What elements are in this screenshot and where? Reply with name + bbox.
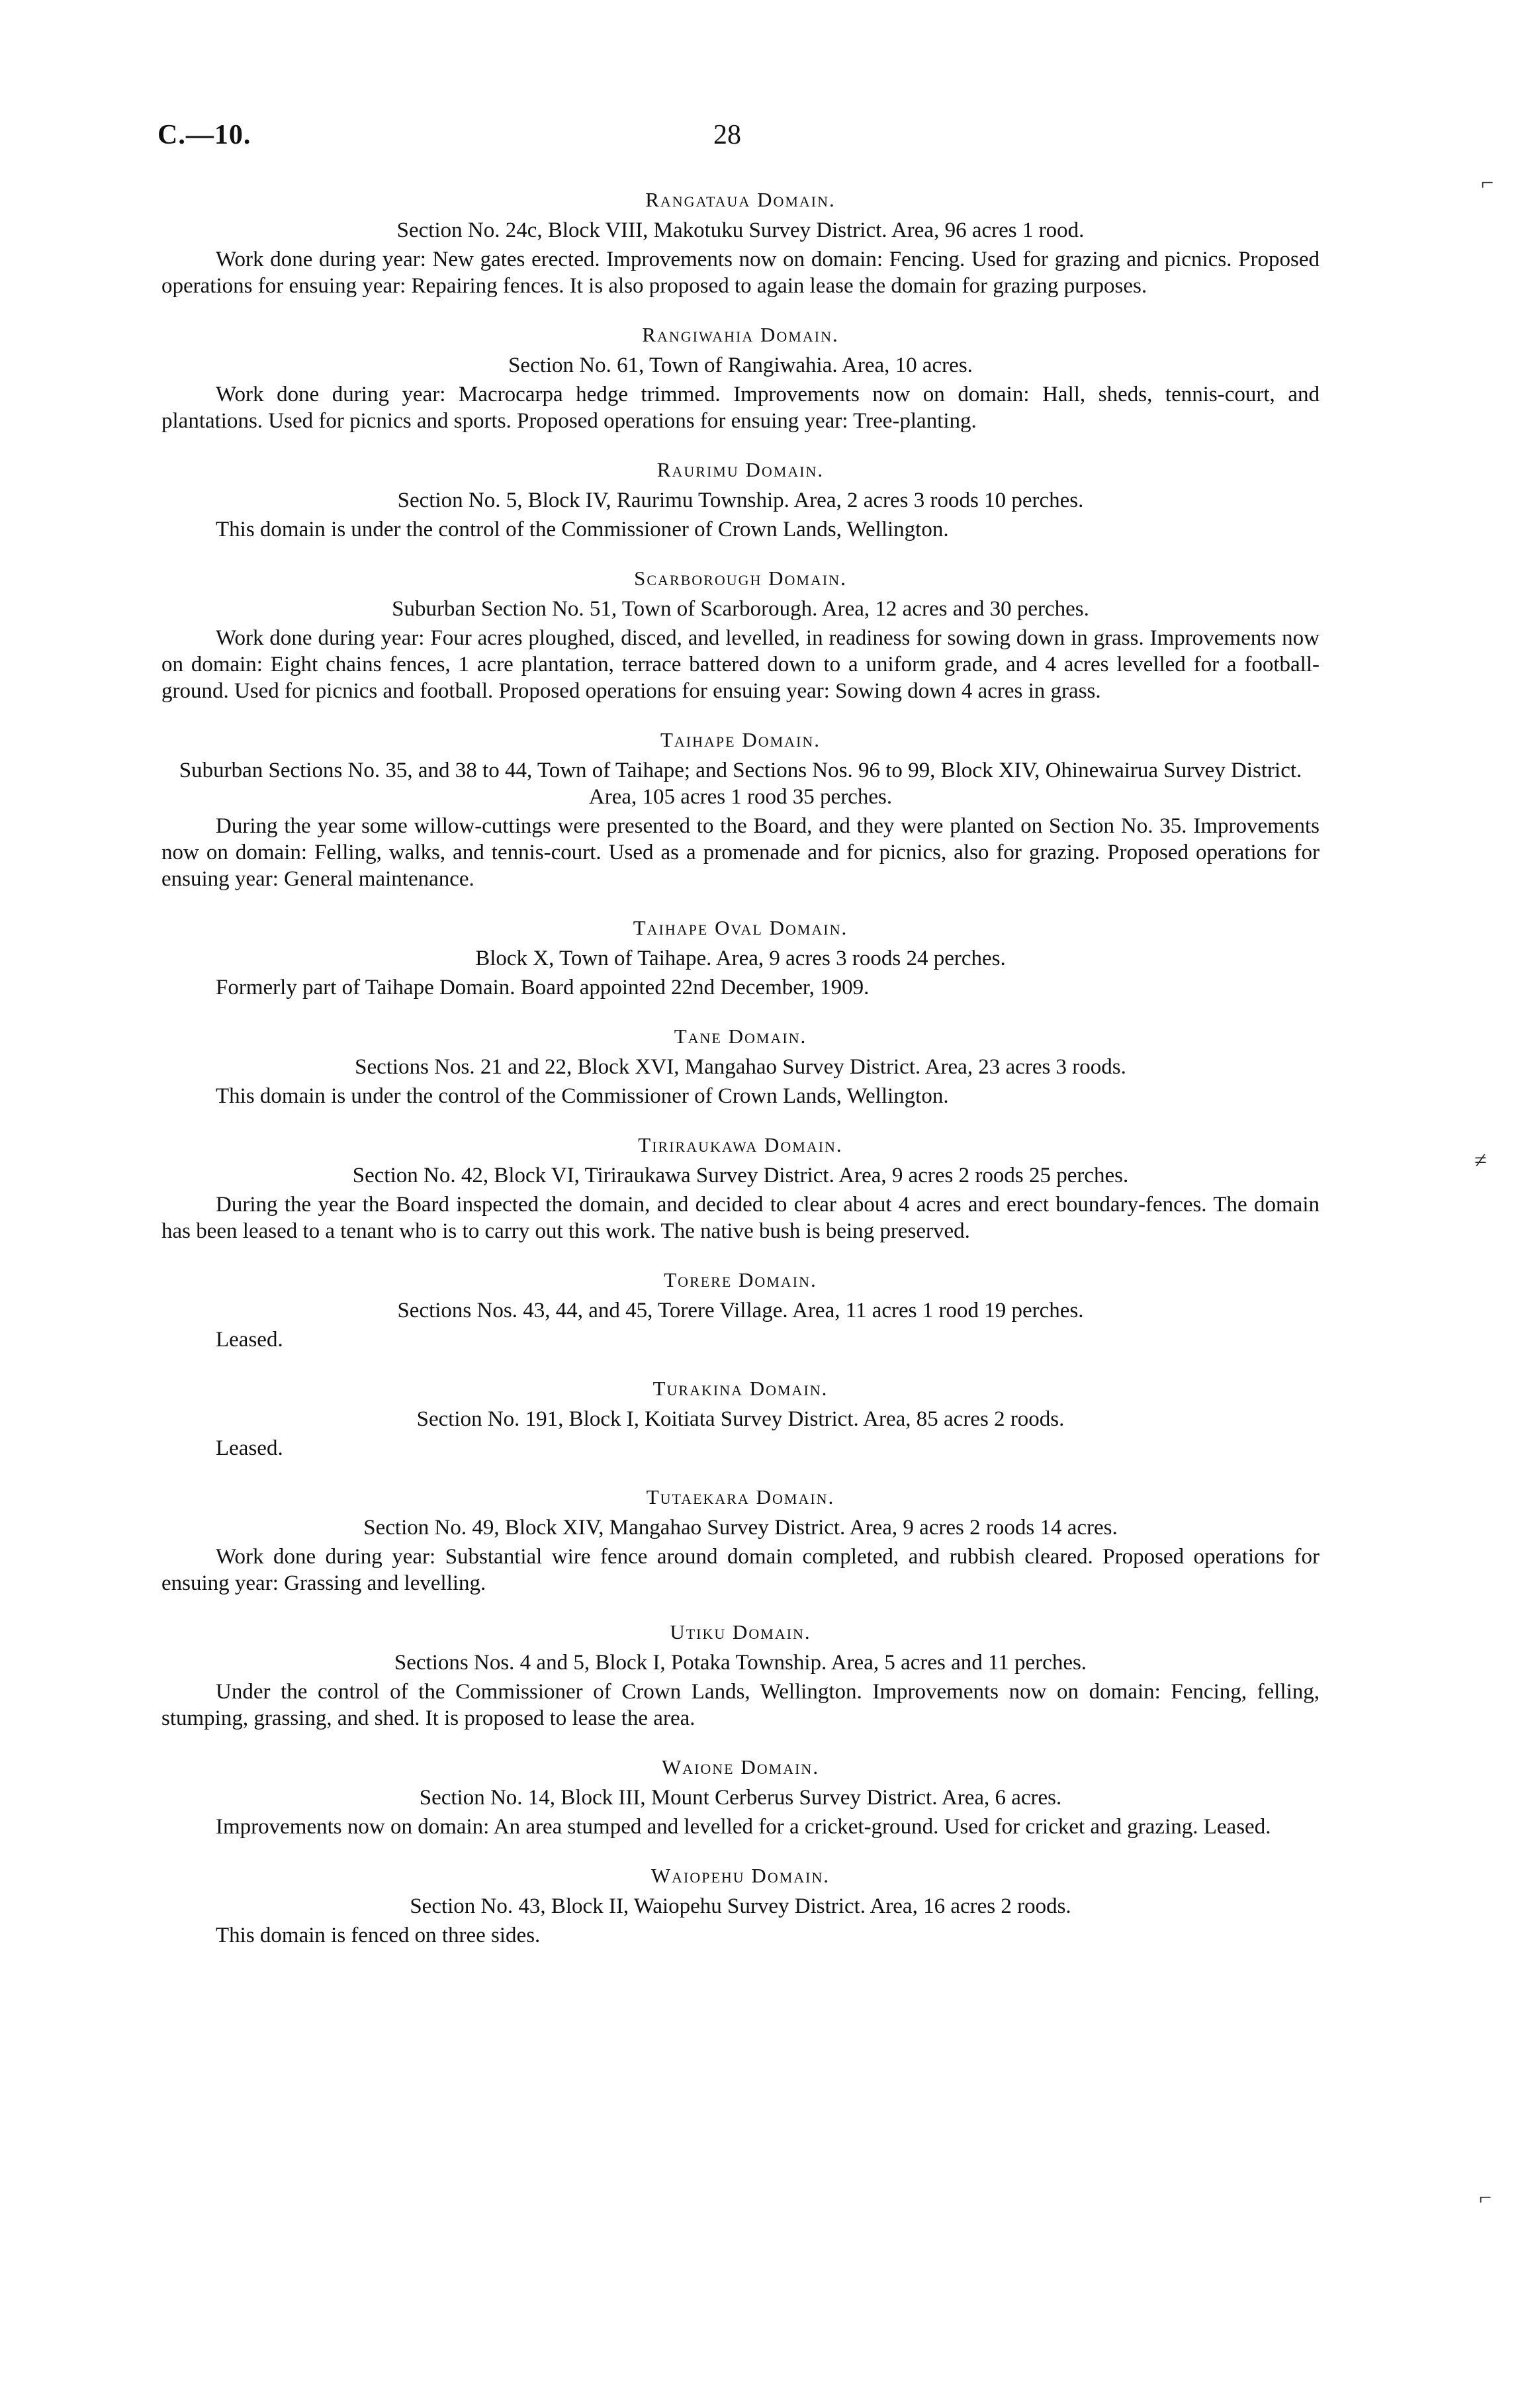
domain-section-line: Section No. 49, Block XIV, Mangahao Survey District. Area, 9 acres 2 roods 14 acres.: [363, 1516, 1118, 1540]
margin-mark: ⌐: [1479, 2186, 1492, 2210]
domain-paragraph: Work done during year: New gates erected. Improvements now on domain: Fencing. Used for grazing and picnics. Proposed operations for ensuing year: Repairing fences. It is also proposed to again lease the domain for grazing purposes.: [161, 248, 1320, 298]
domain-paragraph: Leased.: [216, 1436, 283, 1460]
domain-title: Rangataua Domain.: [645, 188, 836, 211]
domain-paragraph: Work done during year: Four acres ploughed, disced, and levelled, in readiness for sowing down in grass. Improvements now on domain: Eight chains fences, 1 acre plantation, terrace battered down to a uniform grade, and 4 acres levelled for a football-ground. Used for picnics and football. Proposed operations for ensuing year: Sowing down 4 acres in grass.: [161, 626, 1320, 703]
domain-paragraph: Improvements now on domain: An area stumped and levelled for a cricket-ground. Used for cricket and grazing. Leased.: [216, 1815, 1271, 1839]
domain-entry: [161, 1840, 1320, 1949]
domain-title: Turakina Domain.: [652, 1377, 829, 1400]
spacer: [161, 1597, 1320, 1611]
domain-section-line: Sections Nos. 43, 44, and 45, Torere Village. Area, 11 acres 1 rood 19 perches.: [397, 1299, 1084, 1322]
domain-title: Utiku Domain.: [670, 1620, 811, 1644]
domain-paragraph: Under the control of the Commissioner of Crown Lands, Wellington. Improvements now on domain: Fencing, felling, stumping, grassing, and shed. It is proposed to lease the area.: [161, 1680, 1320, 1730]
domain-paragraph: During the year some willow-cuttings were presented to the Board, and they were planted on Section No. 35. Improvements now on domain: Felling, walks, and tennis-court. Used as a promenade and for picnics, also for grazing. Proposed operations for ensuing year: General maintenance.: [161, 814, 1320, 891]
domain-section-line: Section No. 61, Town of Rangiwahia. Area, 10 acres.: [508, 353, 973, 377]
spacer: [161, 434, 1320, 449]
domain-entry: [161, 187, 1320, 299]
spacer: [161, 1109, 1320, 1124]
domain-title: Taihape Oval Domain.: [633, 916, 848, 939]
domain-section-line: Section No. 191, Block I, Koitiata Survey District. Area, 85 acres 2 roods.: [416, 1407, 1065, 1431]
domain-paragraph: This domain is under the control of the Commissioner of Crown Lands, Wellington.: [216, 1084, 949, 1108]
domain-entry: [161, 1461, 1320, 1597]
spacer: [161, 1353, 1320, 1367]
spacer: [161, 1461, 1320, 1476]
domain-paragraph: This domain is under the control of the Commissioner of Crown Lands, Wellington.: [216, 518, 949, 541]
domain-title: Tutaekara Domain.: [646, 1485, 835, 1508]
spacer: [161, 1244, 1320, 1259]
domain-section-line: Section No. 24c, Block VIII, Makotuku Survey District. Area, 96 acres 1 rood.: [396, 218, 1085, 242]
domain-paragraph: Formerly part of Taihape Domain. Board appointed 22nd December, 1909.: [216, 976, 870, 999]
domain-entry: [161, 1353, 1320, 1461]
domain-title: Torere Domain.: [664, 1268, 817, 1291]
margin-mark: ⌐: [1481, 171, 1494, 195]
domain-title: Taihape Domain.: [660, 728, 821, 751]
domain-title: Waiopehu Domain.: [650, 1864, 830, 1887]
domain-section-line: Section No. 14, Block III, Mount Cerberus Survey District. Area, 6 acres.: [419, 1786, 1062, 1810]
spacer: [161, 1001, 1320, 1015]
domain-entry: [161, 434, 1320, 543]
domain-entry: [161, 543, 1320, 704]
domain-entry: [161, 299, 1320, 434]
domain-paragraph: Leased.: [216, 1328, 283, 1352]
domain-entry: [161, 892, 1320, 1001]
domain-section-line: Suburban Sections No. 35, and 38 to 44, Town of Taihape; and Sections Nos. 96 to 99, Block XIV, Ohinewairua Survey District. Area, 105 acres 1 rood 35 perches.: [179, 759, 1302, 809]
domain-paragraph: This domain is fenced on three sides.: [216, 1923, 541, 1947]
spacer: [161, 543, 1320, 557]
domain-title: Waione Domain.: [661, 1755, 820, 1779]
domain-title: Tane Domain.: [674, 1025, 807, 1048]
domain-entry: [161, 704, 1320, 892]
spacer: [161, 1840, 1320, 1855]
domain-section-line: Section No. 43, Block II, Waiopehu Survey District. Area, 16 acres 2 roods.: [410, 1894, 1071, 1918]
domain-section-line: Section No. 5, Block IV, Raurimu Township. Area, 2 acres 3 roods 10 perches.: [397, 488, 1084, 512]
domain-section-line: Block X, Town of Taihape. Area, 9 acres 3 roods 24 perches.: [475, 947, 1006, 970]
domain-section-line: Sections Nos. 21 and 22, Block XVI, Mangahao Survey District. Area, 23 acres 3 roods.: [355, 1055, 1126, 1079]
domain-title: Raurimu Domain.: [656, 458, 825, 481]
document-body: [161, 179, 1320, 1949]
domain-entry: [161, 1109, 1320, 1244]
domain-entry: [161, 1001, 1320, 1109]
margin-mark: ≠: [1474, 1148, 1487, 1173]
spacer: [161, 892, 1320, 907]
spacer: [161, 704, 1320, 719]
domain-paragraph: Work done during year: Substantial wire fence around domain completed, and rubbish cleared. Proposed operations for ensuing year: Grassing and levelling.: [161, 1545, 1320, 1595]
domain-title: Rangiwahia Domain.: [642, 323, 839, 346]
document-reference: C.—10.: [157, 120, 251, 150]
page-number: 28: [713, 120, 741, 150]
domain-section-line: Suburban Section No. 51, Town of Scarborough. Area, 12 acres and 30 perches.: [392, 597, 1089, 621]
domain-entry: [161, 1244, 1320, 1353]
domain-section-line: Section No. 42, Block VI, Tiriraukawa Survey District. Area, 9 acres 2 roods 25 perches.: [352, 1164, 1129, 1187]
domain-title: Scarborough Domain.: [634, 567, 847, 590]
domain-entry: [161, 1732, 1320, 1840]
spacer: [161, 299, 1320, 314]
domain-entry: [161, 1597, 1320, 1732]
spacer: [161, 1732, 1320, 1746]
domain-paragraph: During the year the Board inspected the domain, and decided to clear about 4 acres and erect boundary-fences. The domain has been leased to a tenant who is to carry out this work. The native bush is being preserved.: [161, 1193, 1320, 1243]
domain-section-line: Sections Nos. 4 and 5, Block I, Potaka Township. Area, 5 acres and 11 perches.: [394, 1651, 1087, 1675]
domain-title: Tiriraukawa Domain.: [638, 1133, 843, 1156]
domain-paragraph: Work done during year: Macrocarpa hedge trimmed. Improvements now on domain: Hall, sheds, tennis-court, and plantations. Used for picnics and sports. Proposed operations for ensuing year: Tree-planting.: [161, 383, 1320, 433]
